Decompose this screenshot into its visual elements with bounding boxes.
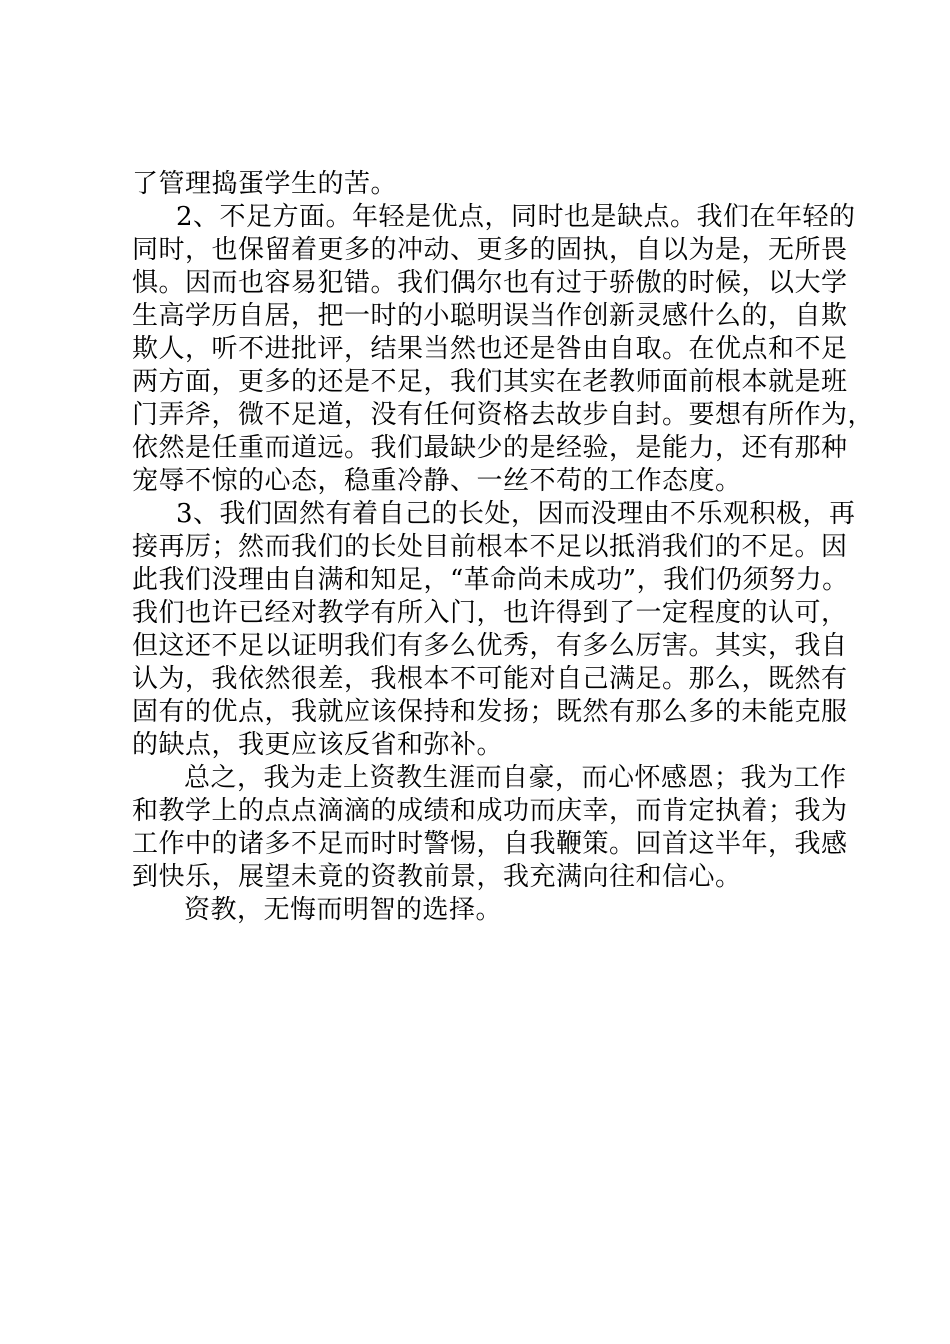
text-line: 了管理捣蛋学生的苦。 (132, 169, 398, 199)
text-line: 两方面，更多的还是不足，我们其实在老教师面前根本就是班 (132, 367, 848, 397)
text-line: 和教学上的点点滴滴的成绩和成功而庆幸，而肯定执着；我为 (132, 796, 848, 826)
text-line: 我们也许已经对教学有所入门，也许得到了一定程度的认可， (132, 598, 848, 628)
text-line: 资教，无悔而明智的选择。 (184, 895, 503, 925)
text-line: 惧。因而也容易犯错。我们偶尔也有过于骄傲的时候，以大学 (132, 268, 848, 298)
text-line: 此我们没理由自满和知足，“革命尚未成功”，我们仍须努力。 (132, 565, 849, 595)
text-line: 工作中的诸多不足而时时警惕，自我鞭策。回首这半年，我感 (132, 829, 848, 859)
text-line: 2、不足方面。年轻是优点，同时也是缺点。我们在年轻的 (176, 202, 856, 232)
text-line: 宠辱不惊的心态，稳重冷静、一丝不苟的工作态度。 (132, 466, 742, 496)
text-line: 依然是任重而道远。我们最缺少的是经验，是能力，还有那种 (132, 433, 848, 463)
text-line: 接再厉；然而我们的长处目前根本不足以抵消我们的不足。因 (132, 532, 848, 562)
text-line: 同时，也保留着更多的冲动、更多的固执，自以为是，无所畏 (132, 235, 848, 265)
text-line: 门弄斧，微不足道，没有任何资格去故步自封。要想有所作为， (132, 400, 875, 430)
text-line: 认为，我依然很差，我根本不可能对自己满足。那么，既然有 (132, 664, 848, 694)
text-line: 的缺点，我更应该反省和弥补。 (132, 730, 504, 760)
text-line: 欺人，听不进批评，结果当然也还是咎由自取。在优点和不足 (132, 334, 848, 364)
text-line: 总之，我为走上资教生涯而自豪，而心怀感恩；我为工作 (184, 763, 847, 793)
text-line: 但这还不足以证明我们有多么优秀，有多么厉害。其实，我自 (132, 631, 848, 661)
text-line: 3、我们固然有着自己的长处，因而没理由不乐观积极，再 (176, 499, 856, 529)
text-line: 到快乐，展望未竟的资教前景，我充满向往和信心。 (132, 862, 742, 892)
text-line: 固有的优点，我就应该保持和发扬；既然有那么多的未能克服 (132, 697, 848, 727)
document-body (132, 168, 875, 927)
text-line: 生高学历自居，把一时的小聪明误当作创新灵感什么的，自欺 (132, 301, 848, 331)
